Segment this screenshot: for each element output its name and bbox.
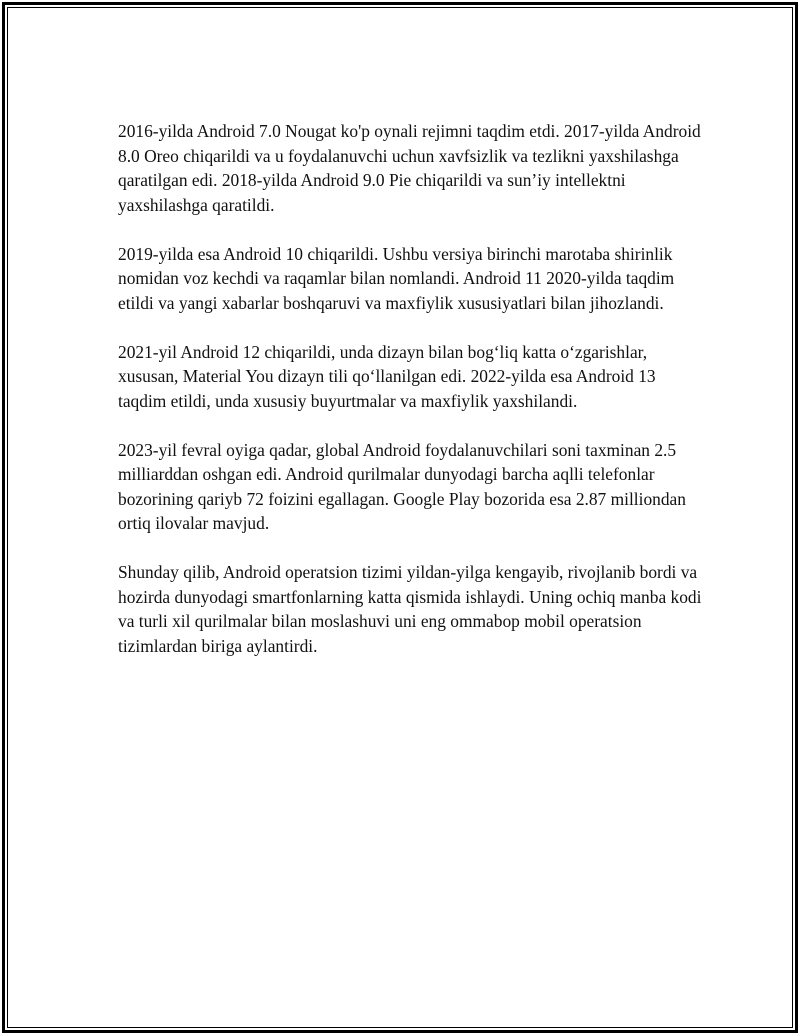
- document-page: [4, 4, 796, 1031]
- paragraph-android-12-13: 2021-yil Android 12 chiqarildi, unda dizayn bilan bog‘liq katta o‘zgarishlar, xususan, Material You dizayn tili qo‘llanilgan edi. 2022-yilda esa Android 13 taqdim etildi, unda xususiy buyurtmalar va maxfiylik yaxshilandi.: [118, 341, 656, 411]
- document-body: [118, 119, 703, 683]
- paragraph-android-10-11: 2019-yilda esa Android 10 chiqarildi. Ushbu versiya birinchi marotaba shirinlik nomidan voz kechdi va raqamlar bilan nomlandi. Android 11 2020-yilda taqdim etildi va yangi xabarlar boshqaruvi va maxfiylik xususiyatlari bilan jihozlandi.: [118, 243, 675, 313]
- paragraph-android-7-9: 2016-yilda Android 7.0 Nougat ko'p oynali rejimni taqdim etdi. 2017-yilda Android 8.0 Oreo chiqarildi va u foydalanuvchi uchun xavfsizlik va tezlikni yaxshilashga qaratilgan edi. 2018-yilda Android 9.0 Pie chiqarildi va sun’iy intellektni yaxshilashga qaratildi.: [118, 121, 701, 215]
- paragraph-conclusion: Shunday qilib, Android operatsion tizimi yildan-yilga kengayib, rivojlanib bordi va hozirda dunyodagi smartfonlarning katta qismida ishlaydi. Uning ochiq manba kodi va turli xil qurilmalar bilan moslashuvi uni eng ommabop mobil operatsion tizimlardan biriga aylantirdi.: [118, 562, 702, 656]
- paragraph-android-statistics: 2023-yil fevral oyiga qadar, global Android foydalanuvchilari soni taxminan 2.5 milliarddan oshgan edi. Android qurilmalar dunyodagi barcha aqlli telefonlar bozorining qariyb 72 foizini egallagan. Google Play bozorida esa 2.87 milliondan ortiq ilovalar mavjud.: [118, 439, 686, 533]
